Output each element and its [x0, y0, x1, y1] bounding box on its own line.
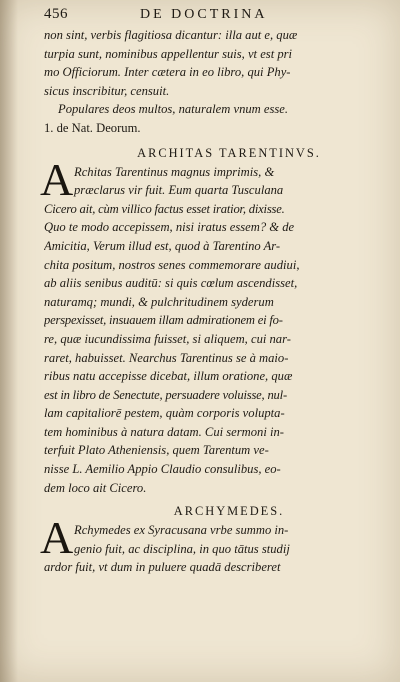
text-line: non sint, verbis flagitiosa dicantur: illa aut e, quæ — [44, 28, 298, 42]
text-line: chita positum, nostros senes commemorare audiui, — [44, 257, 300, 272]
section-heading-archimedes: ARCHYMEDES. — [173, 504, 285, 519]
text-line: genio fuit, ac disciplina, in quo tātus studij — [74, 541, 290, 556]
text-line: Rchymedes ex Syracusana vrbe summo in- — [74, 523, 289, 538]
quotation-line: Populares deos multos, naturalem vnum esse. — [58, 102, 289, 117]
text-line: est in libro de Senectute, persuadere voluisse, nul- — [44, 387, 287, 402]
text-line: sicus inscribitur, censuit. — [44, 83, 170, 98]
text-line: Amicitia, Verum illud est, quod à Tarentino Ar- — [44, 238, 281, 253]
text-line: Cicero ait, cùm villico factus esset iratior, dixisse. — [44, 201, 285, 216]
text-line: perspexisset, insuauem illam admirationem ei fo- — [44, 313, 283, 328]
text-line: raret, habuisset. Nearchus Tarentinus se à maio- — [44, 350, 289, 365]
text-line: ribus natu accepisse dicebat, illum oratione, quæ — [44, 369, 293, 384]
running-title: DE DOCTRINA — [140, 7, 268, 22]
page-number: 456 — [44, 6, 68, 22]
citation-reference: 1. de Nat. Deorum. — [44, 120, 141, 135]
paragraph-archytas — [40, 153, 384, 498]
text-line: Rchitas Tarentinus magnus imprimis, & — [74, 164, 275, 179]
text-line: naturamq; mundi, & pulchritudinem syderum — [44, 294, 274, 309]
page-gutter-shadow — [0, 0, 18, 682]
text-line: ardor fuit, vt dum in puluere quadā describeret — [44, 560, 281, 575]
text-line: re, quæ iucundissima fuisset, si aliquem, cui nar- — [44, 331, 291, 346]
text-line: ab aliis senibus auditū: si quis cœlum ascendisset, — [44, 276, 298, 291]
body-text — [40, 26, 384, 577]
text-line: lam capitaliorē pestem, quàm corporis volupta- — [44, 406, 285, 421]
drop-cap-initial: A — [40, 512, 74, 564]
text-line: tem hominibus à natura datam. Cui sermoni in- — [44, 424, 284, 439]
drop-cap-initial: A — [40, 153, 74, 205]
text-line: Quo te modo accepissem, nisi iratus essem? & de — [44, 220, 295, 235]
text-line: nisse L. Aemilio Appio Claudio consulibus, eo- — [44, 462, 281, 477]
section-heading-archytas: ARCHITAS TARENTINVS. — [137, 145, 321, 160]
text-line: mo Officiorum. Inter cætera in eo libro, qui Phy- — [44, 65, 291, 80]
text-line: terfuit Plato Atheniensis, quem Tarentum ve- — [44, 443, 269, 458]
text-line: præclarus vir fuit. Eum quarta Tusculana — [74, 183, 284, 198]
paragraph-archimedes — [40, 512, 384, 577]
page-header — [44, 6, 374, 26]
text-line: dem loco ait Cicero. — [44, 480, 147, 495]
text-line: turpia sunt, nominibus appellentur suis, vt est pri — [44, 46, 293, 61]
